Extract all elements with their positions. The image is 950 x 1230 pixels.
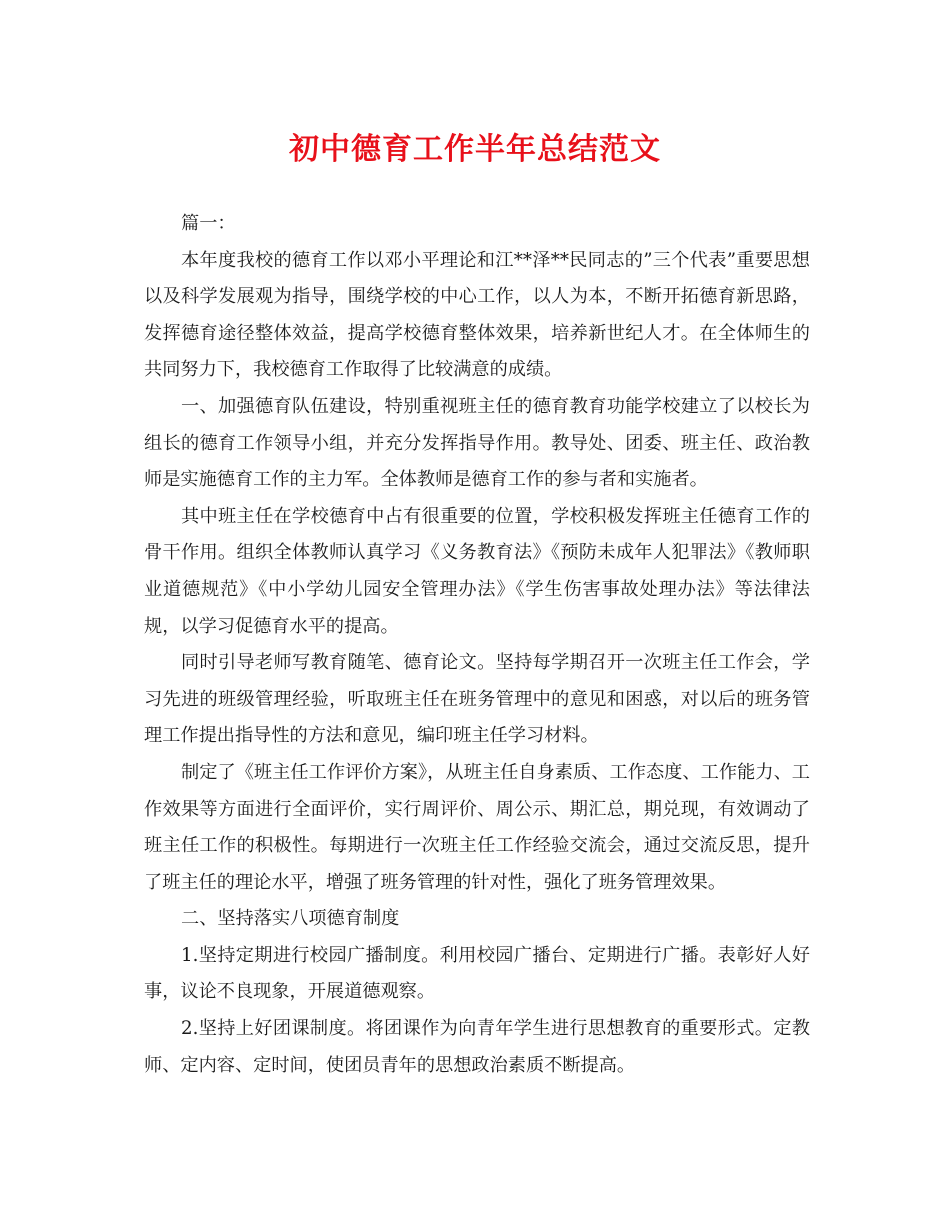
section-heading: 二、坚持落实八项德育制度	[181, 908, 400, 930]
paragraph: 1.坚持定期进行校园广播制度。利用校园广播台、定期进行广播。表彰好人好事，议论不良现象，开展道德观察。	[144, 944, 810, 1003]
paragraph: 一、加强德育队伍建设，特别重视班主任的德育教育功能学校建立了以校长为组长的德育工作领导小组，并充分发挥指导作用。教导处、团委、班主任、政治教师是实施德育工作的主力军。全体教师是德育工作的参与者和实施者。	[144, 395, 810, 491]
document-title: 初中德育工作半年总结范文	[289, 132, 661, 167]
paragraph: 其中班主任在学校德育中占有很重要的位置，学校积极发挥班主任德育工作的骨干作用。组织全体教师认真学习《义务教育法》《预防未成年人犯罪法》《教师职业道德规范》《中小学幼儿园安全管理办法》《学生伤害事故处理办法》等法律法规，以学习促德育水平的提高。	[144, 505, 810, 637]
paragraph: 2.坚持上好团课制度。将团课作为向青年学生进行思想教育的重要形式。定教师、定内容、定时间，使团员青年的思想政治素质不断提高。	[144, 1018, 810, 1076]
paragraph: 同时引导老师写教育随笔、德育论文。坚持每学期召开一次班主任工作会，学习先进的班级管理经验，听取班主任在班务管理中的意见和困惑，对以后的班务管理工作提出指导性的方法和意见，编印班主任学习材料。	[144, 652, 810, 747]
paragraph: 制定了《班主任工作评价方案》，从班主任自身素质、工作态度、工作能力、工作效果等方面进行全面评价，实行周评价、周公示、期汇总，期兑现，有效调动了班主任工作的积极性。每期进行一次班主任工作经验交流会，通过交流反思，提升了班主任的理论水平，增强了班务管理的针对性，强化了班务管理效果。	[144, 761, 810, 893]
paragraph: 本年度我校的德育工作以邓小平理论和江**泽**民同志的”三个代表”重要思想以及科学发展观为指导，围绕学校的中心工作，以人为本，不断开拓德育新思路，发挥德育途径整体效益，提高学校德育整体效果，培养新世纪人才。在全体师生的共同努力下，我校德育工作取得了比较满意的成绩。	[144, 249, 810, 381]
document-body	[144, 206, 810, 1084]
paragraph: 篇一：	[181, 213, 236, 234]
